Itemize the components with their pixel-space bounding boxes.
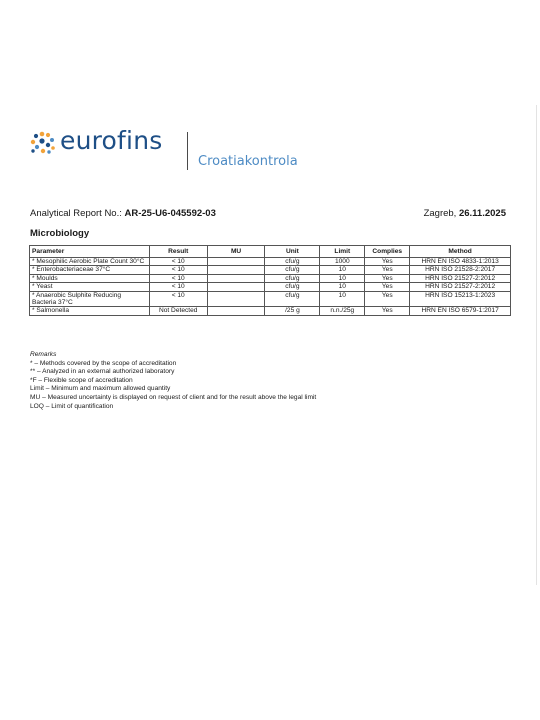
report-number: AR-25-U6-045592-03 <box>124 208 216 219</box>
cell-unit: cfu/g <box>265 291 320 307</box>
report-header-line <box>30 208 506 219</box>
remarks-block <box>30 351 316 411</box>
cell-result: < 10 <box>149 274 207 282</box>
col-header-limit: Limit <box>320 246 365 258</box>
results-table <box>29 245 511 316</box>
logo-divider <box>187 132 188 170</box>
table-header-row <box>30 246 511 258</box>
cell-unit: cfu/g <box>265 258 320 266</box>
remark-line: MU – Measured uncertainty is displayed on request of client and for the result above the legal limit <box>30 393 317 401</box>
cell-parameter: * Moulds <box>30 274 150 282</box>
cell-complies: Yes <box>365 266 410 274</box>
cell-mu <box>207 274 265 282</box>
col-header-result: Result <box>149 246 207 258</box>
cell-complies: Yes <box>365 274 410 282</box>
col-header-unit: Unit <box>265 246 320 258</box>
remark-line: * – Methods covered by the scope of accreditation <box>30 359 177 367</box>
cell-result: < 10 <box>149 266 207 274</box>
table-row <box>30 266 511 274</box>
cell-result: < 10 <box>149 258 207 266</box>
cell-result: < 10 <box>149 283 207 291</box>
report-place-date <box>424 208 506 219</box>
table-row <box>30 307 511 315</box>
cell-complies: Yes <box>365 307 410 315</box>
cell-unit: cfu/g <box>265 266 320 274</box>
cell-method: HRN ISO 21527-2:2012 <box>410 283 511 291</box>
table-row <box>30 291 511 307</box>
cell-complies: Yes <box>365 291 410 307</box>
cell-method: HRN EN ISO 4833-1:2013 <box>410 258 511 266</box>
eurofins-logo <box>30 126 298 174</box>
brand-name: eurofins <box>60 126 163 155</box>
remark-line: LOQ – Limit of quantification <box>30 402 114 410</box>
cell-limit: 10 <box>320 291 365 307</box>
cell-limit: 1000 <box>320 258 365 266</box>
cell-unit: /25 g <box>265 307 320 315</box>
cell-parameter: * Anaerobic Sulphite Reducing Bacteria 37°C <box>30 291 150 307</box>
cell-method: HRN ISO 21528-2:2017 <box>410 266 511 274</box>
sub-brand-name: Croatiakontrola <box>198 154 298 169</box>
cell-parameter: * Mesophilic Aerobic Plate Count 30°C <box>30 258 150 266</box>
cell-result: Not Detected <box>149 307 207 315</box>
table-row <box>30 283 511 291</box>
cell-unit: cfu/g <box>265 283 320 291</box>
cell-parameter: * Salmonella <box>30 307 150 315</box>
cell-mu <box>207 266 265 274</box>
col-header-mu: MU <box>207 246 265 258</box>
cell-limit: n.n./25g <box>320 307 365 315</box>
cell-limit: 10 <box>320 274 365 282</box>
report-date: 26.11.2025 <box>458 208 506 219</box>
cell-mu <box>207 258 265 266</box>
cell-method: HRN ISO 15213-1:2023 <box>410 291 511 307</box>
cell-method: HRN ISO 21527-2:2012 <box>410 274 511 282</box>
cell-complies: Yes <box>365 258 410 266</box>
eurofins-dots-icon <box>30 131 56 155</box>
cell-mu <box>207 283 265 291</box>
cell-complies: Yes <box>365 283 410 291</box>
report-city: Zagreb, <box>423 208 459 219</box>
remarks-title: Remarks <box>30 351 57 358</box>
cell-parameter: * Yeast <box>30 283 150 291</box>
table-row <box>30 258 511 266</box>
section-title: Microbiology <box>30 228 90 239</box>
remark-line: Limit – Minimum and maximum allowed quantity <box>30 385 171 393</box>
page-edge-line <box>536 105 537 585</box>
cell-limit: 10 <box>320 283 365 291</box>
cell-mu <box>207 291 265 307</box>
col-header-method: Method <box>410 246 511 258</box>
cell-mu <box>207 307 265 315</box>
cell-parameter: * Enterobacteriaceae 37°C <box>30 266 150 274</box>
cell-unit: cfu/g <box>265 274 320 282</box>
col-header-parameter: Parameter <box>30 246 150 258</box>
cell-result: < 10 <box>149 291 207 307</box>
cell-limit: 10 <box>320 266 365 274</box>
report-number-label: Analytical Report No.: <box>30 208 125 219</box>
cell-method: HRN EN ISO 6579-1:2017 <box>410 307 511 315</box>
table-row <box>30 274 511 282</box>
col-header-complies: Complies <box>365 246 410 258</box>
remark-line: ** – Analyzed in an external authorized laboratory <box>30 368 175 376</box>
remark-line: *F – Flexible scope of accreditation <box>30 376 133 384</box>
